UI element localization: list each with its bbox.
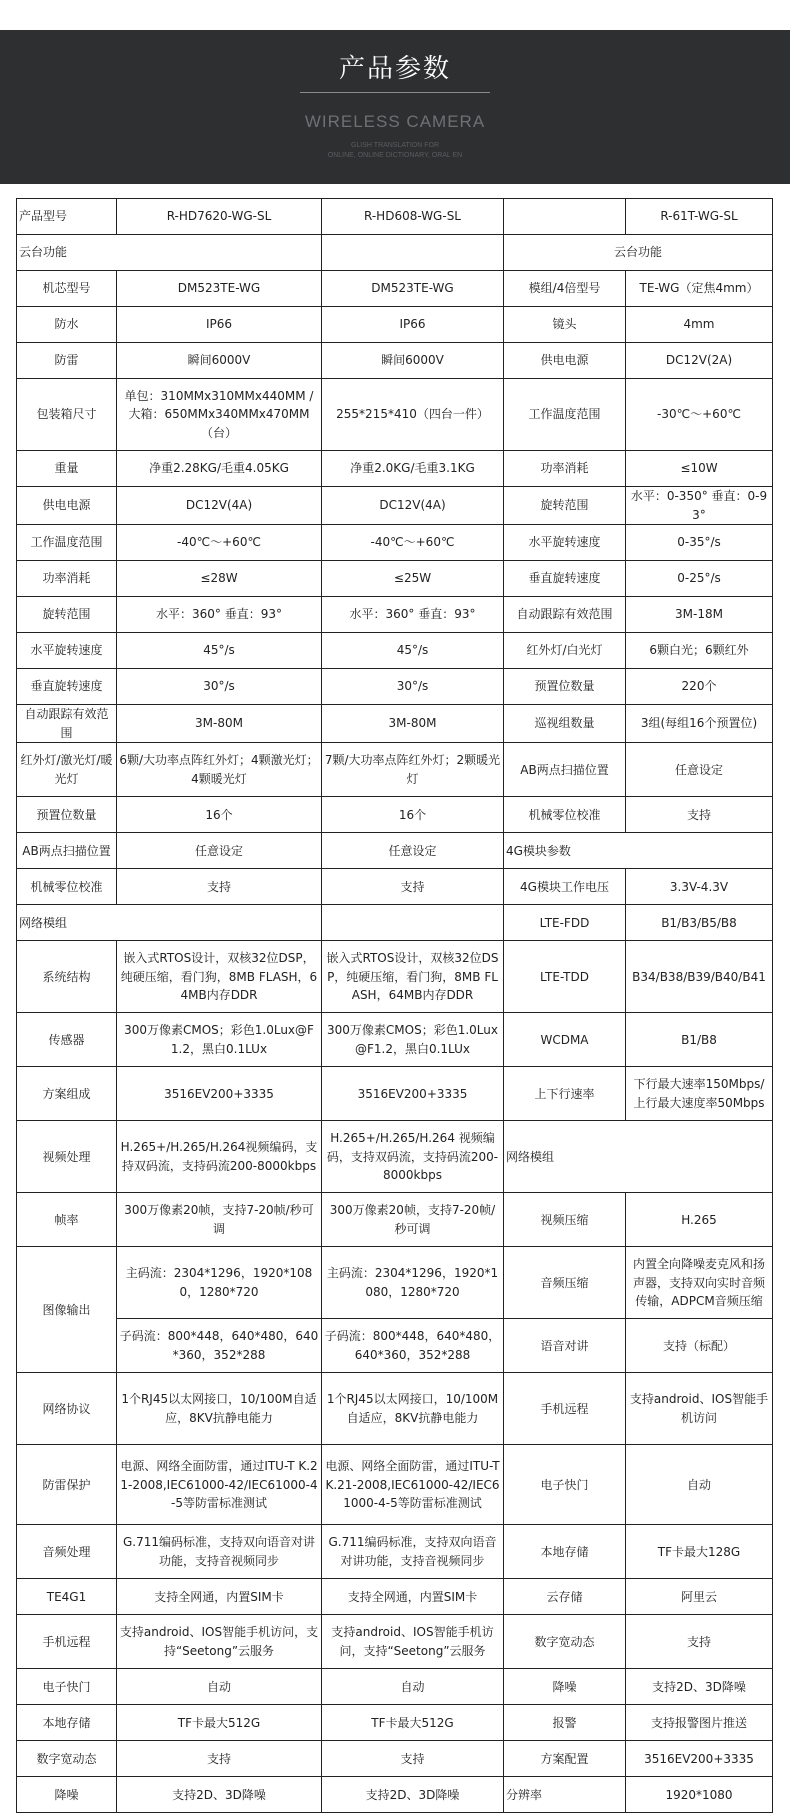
table-row — [17, 561, 773, 597]
table-cell: 功率消耗 — [504, 451, 626, 487]
table-cell: 云存储 — [504, 1579, 626, 1615]
table-row — [17, 633, 773, 669]
table-cell: 语音对讲 — [504, 1319, 626, 1373]
table-cell: H.265+/H.265/H.264视频编码，支持双码流，支持码流200-8000kbps — [117, 1121, 322, 1193]
table-cell: 6颗白光；6颗红外 — [626, 633, 773, 669]
table-cell: G.711编码标准，支持双向语音对讲功能，支持音视频同步 — [322, 1525, 504, 1579]
table-cell: 支持 — [117, 1741, 322, 1777]
table-cell: -30℃～+60℃ — [626, 379, 773, 451]
table-cell: 网络协议 — [17, 1373, 117, 1445]
table-cell: 220个 — [626, 669, 773, 705]
table-cell: 机械零位校准 — [504, 797, 626, 833]
table-cell: DM523TE-WG — [117, 271, 322, 307]
table-cell: ≤10W — [626, 451, 773, 487]
table-row — [17, 379, 773, 451]
table-cell: 支持2D、3D降噪 — [626, 1669, 773, 1705]
table-cell: 3组(每组16个预置位) — [626, 705, 773, 743]
table-cell: 红外灯/激光灯/暖光灯 — [17, 743, 117, 797]
header-small-text: ONLINE, ONLINE DICTIONARY, ORAL EN — [327, 152, 463, 159]
table-cell: 防雷保护 — [17, 1445, 117, 1525]
table-cell: -40℃～+60℃ — [117, 525, 322, 561]
table-cell: 预置位数量 — [17, 797, 117, 833]
table-cell: 自动跟踪有效范围 — [17, 705, 117, 743]
table-cell: 支持android、IOS智能手机访问 — [626, 1373, 773, 1445]
table-cell: TE-WG（定焦4mm） — [626, 271, 773, 307]
table-cell: 水平旋转速度 — [504, 525, 626, 561]
table-row — [17, 1705, 773, 1741]
table-cell: 手机远程 — [504, 1373, 626, 1445]
table-cell: ≤25W — [322, 561, 504, 597]
table-cell: 云台功能 — [504, 235, 773, 271]
table-cell: 图像输出 — [17, 1247, 117, 1373]
table-cell: AB两点扫描位置 — [504, 743, 626, 797]
header-subtitle: WIRELESS CAMERA — [304, 112, 486, 131]
table-cell: 垂直旋转速度 — [17, 669, 117, 705]
table-row — [17, 235, 773, 271]
table-cell: ≤28W — [117, 561, 322, 597]
table-cell: 电源、网络全面防雷，通过ITU-T K.21-2008,IEC61000-42/IEC61000-4-5等防雷标准测试 — [117, 1445, 322, 1525]
table-cell: 本地存储 — [504, 1525, 626, 1579]
table-cell: 分辨率 — [504, 1777, 626, 1813]
table-row — [17, 1319, 773, 1373]
table-cell: 支持 — [322, 869, 504, 905]
table-cell: 水平旋转速度 — [17, 633, 117, 669]
table-cell: 子码流：800*448，640*480，640*360，352*288 — [322, 1319, 504, 1373]
table-cell: 1个RJ45以太网接口，10/100M自适应，8KV抗静电能力 — [117, 1373, 322, 1445]
table-cell: 嵌入式RTOS设计，双核32位DSP，纯硬压缩，看门狗，8MB FLASH，64MB内存DDR — [322, 941, 504, 1013]
table-cell: 自动 — [322, 1669, 504, 1705]
table-cell: 30°/s — [322, 669, 504, 705]
table-cell: 瞬间6000V — [117, 343, 322, 379]
table-cell: 3M-80M — [322, 705, 504, 743]
table-cell: 网络模组 — [504, 1121, 773, 1193]
table-row — [17, 941, 773, 1013]
table-cell: 1920*1080 — [626, 1777, 773, 1813]
table-cell: 系统结构 — [17, 941, 117, 1013]
table-cell: 0-35°/s — [626, 525, 773, 561]
table-cell: 4G模块参数 — [504, 833, 773, 869]
table-cell: TE4G1 — [17, 1579, 117, 1615]
table-row — [17, 597, 773, 633]
table-cell: 音频压缩 — [504, 1247, 626, 1319]
table-cell: 任意设定 — [117, 833, 322, 869]
table-cell: 16个 — [117, 797, 322, 833]
table-cell: 支持 — [626, 797, 773, 833]
table-cell: 0-25°/s — [626, 561, 773, 597]
table-row — [17, 1121, 773, 1193]
table-cell: 巡视组数量 — [504, 705, 626, 743]
table-cell: 水平：0-350° 垂直：0-93° — [626, 487, 773, 525]
table-cell: TF卡最大512G — [117, 1705, 322, 1741]
table-row — [17, 1193, 773, 1247]
table-cell: 30°/s — [117, 669, 322, 705]
table-cell: IP66 — [117, 307, 322, 343]
table-cell: 45°/s — [117, 633, 322, 669]
table-cell: 3.3V-4.3V — [626, 869, 773, 905]
table-cell: 支持 — [117, 869, 322, 905]
table-cell: 网络模组 — [17, 905, 322, 941]
table-cell: 3M-18M — [626, 597, 773, 633]
table-cell: DC12V(4A) — [117, 487, 322, 525]
table-cell: 报警 — [504, 1705, 626, 1741]
table-cell: 云台功能 — [17, 235, 322, 271]
table-cell: 电子快门 — [504, 1445, 626, 1525]
table-cell: 300万像素CMOS；彩色1.0Lux@F1.2，黑白0.1LUx — [322, 1013, 504, 1067]
table-row — [17, 705, 773, 743]
table-cell: 6颗/大功率点阵红外灯；4颗激光灯；4颗暖光灯 — [117, 743, 322, 797]
table-cell: AB两点扫描位置 — [17, 833, 117, 869]
table-cell: 3516EV200+3335 — [626, 1741, 773, 1777]
table-cell: 水平：360° 垂直：93° — [322, 597, 504, 633]
table-cell: 支持2D、3D降噪 — [322, 1777, 504, 1813]
table-cell: 机械零位校准 — [17, 869, 117, 905]
table-cell: 净重2.0KG/毛重3.1KG — [322, 451, 504, 487]
table-cell: 传感器 — [17, 1013, 117, 1067]
table-cell: 降噪 — [17, 1777, 117, 1813]
table-cell: R-61T-WG-SL — [626, 199, 773, 235]
table-cell: DC12V(4A) — [322, 487, 504, 525]
table-cell: 防水 — [17, 307, 117, 343]
table-cell: 300万像素CMOS；彩色1.0Lux@F1.2，黑白0.1LUx — [117, 1013, 322, 1067]
table-cell: 上下行速率 — [504, 1067, 626, 1121]
table-row — [17, 1615, 773, 1669]
table-cell — [322, 235, 504, 271]
table-cell: 数字宽动态 — [504, 1615, 626, 1669]
title-divider — [300, 92, 490, 93]
table-cell: -40℃～+60℃ — [322, 525, 504, 561]
table-cell: 包装箱尺寸 — [17, 379, 117, 451]
table-row — [17, 307, 773, 343]
table-row — [17, 451, 773, 487]
table-row — [17, 1013, 773, 1067]
table-cell: 瞬间6000V — [322, 343, 504, 379]
table-row — [17, 1445, 773, 1525]
table-cell: 自动跟踪有效范围 — [504, 597, 626, 633]
table-row — [17, 343, 773, 379]
table-row — [17, 833, 773, 869]
table-cell: 本地存储 — [17, 1705, 117, 1741]
table-cell: 音频处理 — [17, 1525, 117, 1579]
table-cell: 支持 — [322, 1741, 504, 1777]
table-cell: 视频处理 — [17, 1121, 117, 1193]
table-cell: 3M-80M — [117, 705, 322, 743]
table-cell: 方案配置 — [504, 1741, 626, 1777]
table-cell: R-HD7620-WG-SL — [117, 199, 322, 235]
table-cell: DC12V(2A) — [626, 343, 773, 379]
table-cell: R-HD608-WG-SL — [322, 199, 504, 235]
table-cell: TF卡最大128G — [626, 1525, 773, 1579]
header-small-text: GLISH TRANSLATION FOR — [350, 142, 440, 149]
table-cell: 下行最大速率150Mbps/上行最大速度率50Mbps — [626, 1067, 773, 1121]
table-row — [17, 199, 773, 235]
table-cell: 视频压缩 — [504, 1193, 626, 1247]
table-row — [17, 743, 773, 797]
table-cell: WCDMA — [504, 1013, 626, 1067]
page-header — [0, 30, 790, 184]
table-cell: 预置位数量 — [504, 669, 626, 705]
table-cell: 镜头 — [504, 307, 626, 343]
table-cell: 供电电源 — [504, 343, 626, 379]
table-cell: IP66 — [322, 307, 504, 343]
table-row — [17, 525, 773, 561]
table-cell: 1个RJ45以太网接口，10/100M自适应，8KV抗静电能力 — [322, 1373, 504, 1445]
table-row — [17, 1373, 773, 1445]
table-cell: 支持报警图片推送 — [626, 1705, 773, 1741]
table-cell: 净重2.28KG/毛重4.05KG — [117, 451, 322, 487]
table-cell: 支持全网通，内置SIM卡 — [322, 1579, 504, 1615]
table-cell: 电子快门 — [17, 1669, 117, 1705]
table-cell: G.711编码标准，支持双向语音对讲功能，支持音视频同步 — [117, 1525, 322, 1579]
table-cell: 工作温度范围 — [17, 525, 117, 561]
table-cell — [322, 905, 504, 941]
table-cell: 模组/4倍型号 — [504, 271, 626, 307]
table-cell: 16个 — [322, 797, 504, 833]
table-cell: 主码流：2304*1296，1920*1080，1280*720 — [322, 1247, 504, 1319]
table-row — [17, 1525, 773, 1579]
table-row — [17, 869, 773, 905]
table-cell: H.265+/H.265/H.264 视频编码，支持双码流，支持码流200-8000kbps — [322, 1121, 504, 1193]
table-cell: H.265 — [626, 1193, 773, 1247]
table-row — [17, 1067, 773, 1121]
table-cell: LTE-FDD — [504, 905, 626, 941]
table-cell: 3516EV200+3335 — [322, 1067, 504, 1121]
table-cell: 产品型号 — [17, 199, 117, 235]
table-cell: 阿里云 — [626, 1579, 773, 1615]
table-cell: 工作温度范围 — [504, 379, 626, 451]
table-row — [17, 487, 773, 525]
table-cell: 300万像素20帧，支持7-20帧/秒可调 — [117, 1193, 322, 1247]
table-cell: DM523TE-WG — [322, 271, 504, 307]
table-cell: 子码流：800*448，640*480，640*360，352*288 — [117, 1319, 322, 1373]
table-cell: 300万像素20帧，支持7-20帧/秒可调 — [322, 1193, 504, 1247]
table-cell: 红外灯/白光灯 — [504, 633, 626, 669]
table-cell: 支持android、IOS智能手机访问，支持“Seetong”云服务 — [117, 1615, 322, 1669]
table-cell: 重量 — [17, 451, 117, 487]
table-cell: 支持（标配） — [626, 1319, 773, 1373]
table-row — [17, 1669, 773, 1705]
table-cell: 支持android、IOS智能手机访问，支持“Seetong”云服务 — [322, 1615, 504, 1669]
table-row — [17, 1777, 773, 1813]
table-cell: 旋转范围 — [17, 597, 117, 633]
table-cell: 防雷 — [17, 343, 117, 379]
table-cell: 机芯型号 — [17, 271, 117, 307]
table-cell: B1/B3/B5/B8 — [626, 905, 773, 941]
table-cell: 自动 — [117, 1669, 322, 1705]
table-cell: 4mm — [626, 307, 773, 343]
table-row — [17, 905, 773, 941]
table-row — [17, 669, 773, 705]
table-row — [17, 271, 773, 307]
page-title: 产品参数 — [338, 54, 451, 84]
table-cell: 支持2D、3D降噪 — [117, 1777, 322, 1813]
table-cell: 支持全网通，内置SIM卡 — [117, 1579, 322, 1615]
table-row — [17, 797, 773, 833]
table-row — [17, 1741, 773, 1777]
table-cell: 帧率 — [17, 1193, 117, 1247]
table-row — [17, 1579, 773, 1615]
table-cell: 任意设定 — [626, 743, 773, 797]
table-cell: LTE-TDD — [504, 941, 626, 1013]
table-cell: 嵌入式RTOS设计，双核32位DSP，纯硬压缩，看门狗，8MB FLASH，64MB内存DDR — [117, 941, 322, 1013]
table-cell: TF卡最大512G — [322, 1705, 504, 1741]
table-cell: B1/B8 — [626, 1013, 773, 1067]
table-cell: 降噪 — [504, 1669, 626, 1705]
table-cell: 自动 — [626, 1445, 773, 1525]
table-cell: 255*215*410（四台一件） — [322, 379, 504, 451]
spec-table — [16, 198, 773, 1813]
table-cell: 数字宽动态 — [17, 1741, 117, 1777]
table-cell: 任意设定 — [322, 833, 504, 869]
table-cell: 支持 — [626, 1615, 773, 1669]
table-cell: 内置全向降噪麦克风和扬声器，支持双向实时音频传输，ADPCM音频压缩 — [626, 1247, 773, 1319]
table-cell: 垂直旋转速度 — [504, 561, 626, 597]
table-cell: 7颗/大功率点阵红外灯；2颗暖光灯 — [322, 743, 504, 797]
table-cell: 水平：360° 垂直：93° — [117, 597, 322, 633]
table-cell: 45°/s — [322, 633, 504, 669]
table-cell: 主码流：2304*1296，1920*1080，1280*720 — [117, 1247, 322, 1319]
table-cell: 3516EV200+3335 — [117, 1067, 322, 1121]
table-cell — [504, 199, 626, 235]
table-cell: 手机远程 — [17, 1615, 117, 1669]
table-cell: 4G模块工作电压 — [504, 869, 626, 905]
table-row — [17, 1247, 773, 1319]
table-cell: 旋转范围 — [504, 487, 626, 525]
table-cell: B34/B38/B39/B40/B41 — [626, 941, 773, 1013]
table-cell: 方案组成 — [17, 1067, 117, 1121]
table-cell: 单包：310MMx310MMx440MM / 大箱：650MMx340MMx470MM（台） — [117, 379, 322, 451]
table-cell: 电源、网络全面防雷，通过ITU-T K.21-2008,IEC61000-42/IEC61000-4-5等防雷标准测试 — [322, 1445, 504, 1525]
table-cell: 供电电源 — [17, 487, 117, 525]
table-cell: 功率消耗 — [17, 561, 117, 597]
